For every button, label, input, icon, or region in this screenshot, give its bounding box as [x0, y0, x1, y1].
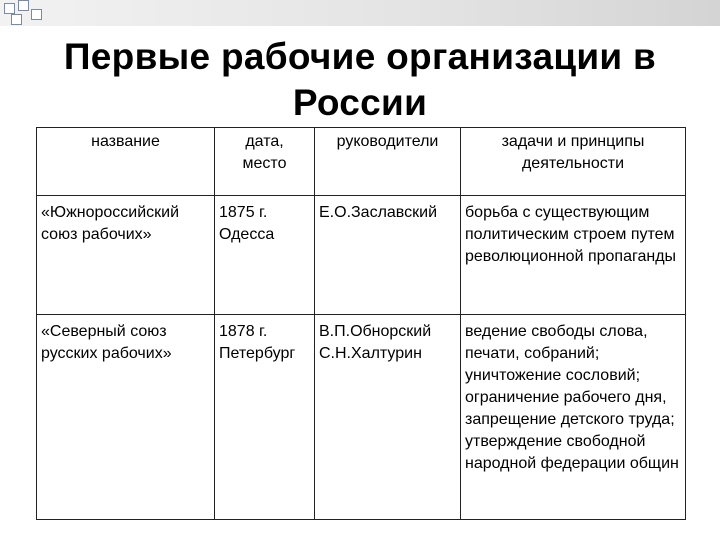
table-header-row: [37, 128, 686, 196]
decor-square: [18, 0, 29, 11]
header-goals: задачи и принципы деятельности: [461, 128, 686, 196]
cell-org-name: «Северный союз русских рабочих»: [37, 315, 215, 520]
decor-square: [11, 14, 22, 25]
cell-date-place: 1878 г. Петербург: [215, 315, 315, 520]
table-row: [37, 315, 686, 520]
header-date-place: дата, место: [215, 128, 315, 196]
header-name: название: [37, 128, 215, 196]
cell-goals: ведение свободы слова, печати, собраний; уничтожение сословий; ограничение рабочего дня, запрещение детского труда; утверждение свободной народной федерации общин: [461, 315, 686, 520]
table-row: [37, 196, 686, 315]
cell-leaders: В.П.Обнорский С.Н.Халтурин: [315, 315, 461, 520]
cell-org-name: «Южнороссийский союз рабочих»: [37, 196, 215, 315]
organizations-table: [36, 127, 686, 520]
cell-date-place: 1875 г. Одесса: [215, 196, 315, 315]
cell-leaders: Е.О.Заславский: [315, 196, 461, 315]
decor-square: [31, 9, 42, 20]
header-leaders: руководители: [315, 128, 461, 196]
top-decor-bar: [0, 0, 720, 26]
decor-square: [4, 3, 15, 14]
cell-goals: борьба с существующим политическим строем путем революционной пропаганды: [461, 196, 686, 315]
slide-title: Первые рабочие организации в России: [63, 36, 657, 123]
